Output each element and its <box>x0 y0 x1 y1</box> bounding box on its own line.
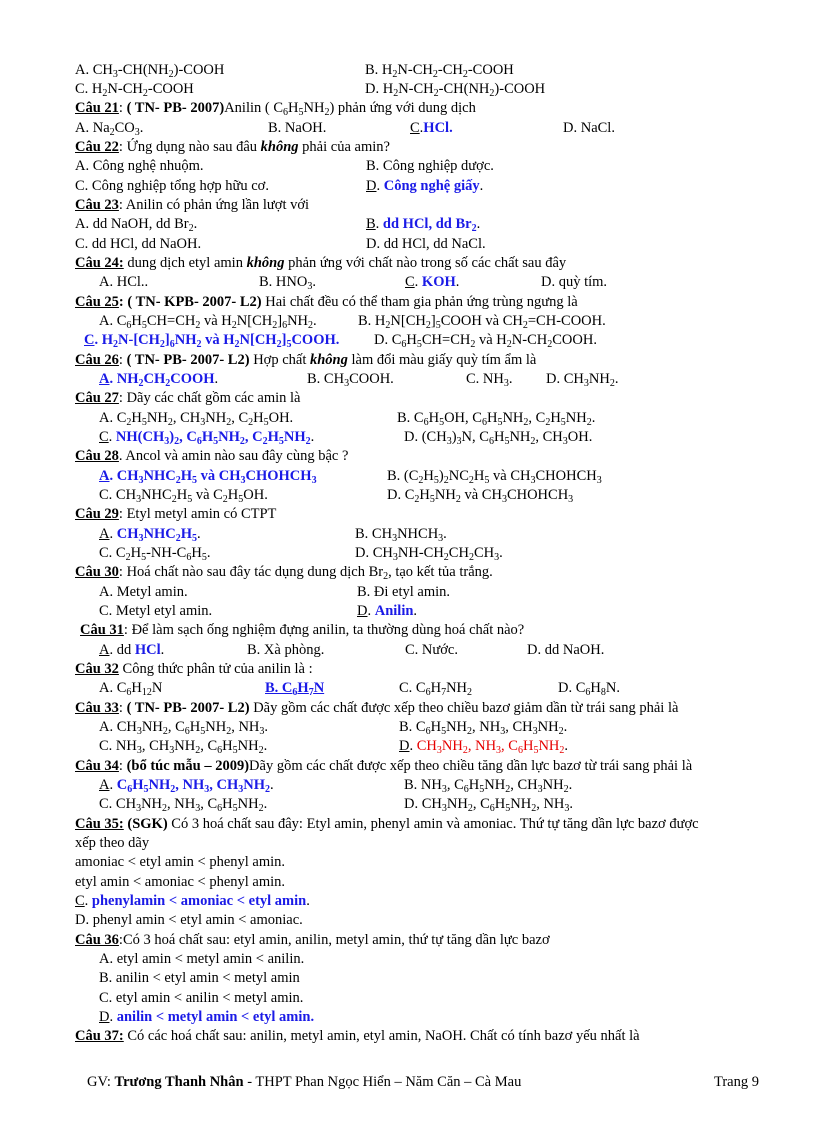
answer-option: C. $H_2N-CH_2$-COOH <box>75 81 194 99</box>
answer-option: D. $CH_3NH_2$, $NH_3$, $C_6H_5NH_2$. <box>399 738 569 756</box>
answer-option: C. Công nghiệp tổng hợp hữu cơ. <box>75 178 269 194</box>
line-text: C. etyl amin < anilin < metyl amin. <box>99 990 304 1006</box>
line-text: Câu 34: (bổ túc mẫu – 2009)Dãy gồm các chất được xếp theo chiều tăng dần lực bazơ từ trái sang phải là <box>75 758 693 774</box>
line-text: Câu 36:Có 3 hoá chất sau: etyl amin, anilin, metyl amin, thứ tự tăng dần lực bazơ <box>75 932 550 948</box>
answer-option: C. $CH_3NHC_2H_5$ và $C_2H_5OH$. <box>99 487 268 505</box>
answer-option: A. $C_6H_{12}N$ <box>99 680 163 698</box>
line-text: Câu 37: Có các hoá chất sau: anilin, metyl amin, etyl amin, NaOH. Chất có tính bazơ yếu nhất là <box>75 1028 640 1044</box>
answer-option: B. $H_2N[CH_2]_5COOH$ và $CH_2=CH$-COOH. <box>358 313 606 331</box>
answer-option: A. $CH_3NH_2$, $C_6H_5NH_2$, $NH_3$. <box>99 719 269 737</box>
answer-option: D. NaCl. <box>563 120 615 136</box>
answer-option: A. $CH_3NHC_2H_5$. <box>99 526 201 544</box>
answer-option: A. $C_6H_5CH=CH_2$ và $H_2N[CH_2]_6NH_2$. <box>99 313 317 331</box>
line-text: D. anilin < metyl amin < etyl amin. <box>99 1009 315 1025</box>
line-text: etyl amin < amoniac < phenyl amin. <box>75 874 286 890</box>
answer-option: B. $HNO_3$. <box>259 274 316 292</box>
line-text: Câu 22: Ứng dụng nào sau đâu không phải của amin? <box>75 139 390 155</box>
page-footer <box>87 1074 759 1090</box>
answer-option: B. $CH_3COOH$. <box>307 371 394 389</box>
answer-option: C. $C_6H_7NH_2$ <box>399 680 473 698</box>
line-text: xếp theo dãy <box>75 835 150 851</box>
answer-option: D. Công nghệ giấy. <box>366 178 484 194</box>
line-text: Câu 30: Hoá chất nào sau đây tác dụng dung dịch $Br_2$, tạo kết tủa trắng. <box>75 564 493 582</box>
answer-option: A. $C_6H_5NH_2$, $NH_3$, $CH_3NH_2$. <box>99 777 274 795</box>
footer-school: - THPT Phan Ngọc Hiển – Năm Căn – Cà Mau <box>243 1074 522 1090</box>
answer-option: C. KOH. <box>405 274 460 290</box>
answer-option: D. quỳ tím. <box>541 274 608 290</box>
answer-option: B. $C_6H_7N$ <box>265 680 325 698</box>
line-text: Câu 26: ( TN- PB- 2007- L2) Hợp chất không làm đổi màu giấy quỳ tím ẩm là <box>75 352 537 368</box>
answer-option: B. Công nghiệp dược. <box>366 158 494 174</box>
answer-option: A. dd NaOH, dd $Br_2$. <box>75 216 198 234</box>
line-text: Câu 35: (SGK) Có 3 hoá chất sau đây: Etyl amin, phenyl amin và amoniac. Thứ tự tăng dần lực bazơ được <box>75 816 699 832</box>
line-text: Câu 24: dung dịch etyl amin không phản ứng với chất nào trong số các chất sau đây <box>75 255 567 271</box>
line-text: Câu 21: ( TN- PB- 2007)Anilin ( $C_6H_5NH_2$) phản ứng với dung dịch <box>75 100 476 118</box>
line-text: B. anilin < etyl amin < metyl amin <box>99 970 300 986</box>
line-text: Câu 25: ( TN- KPB- 2007- L2) Hai chất đều có thể tham gia phản ứng trùng ngưng là <box>75 294 578 310</box>
answer-option: D. $CH_3NH_2$, $C_6H_5NH_2$, $NH_3$. <box>404 796 574 814</box>
line-text: amoniac < etyl amin < phenyl amin. <box>75 854 286 870</box>
line-text: Câu 32 Công thức phân tử của anilin là : <box>75 661 313 677</box>
answer-option: B. NaOH. <box>268 120 327 136</box>
answer-option: D. $H_2N-CH_2-CH(NH_2)$-COOH <box>365 81 546 99</box>
answer-option: C. Nước. <box>405 642 458 658</box>
answer-option: C. $C_2H_5-NH-C_6H_5$. <box>99 545 211 563</box>
answer-option: A. $Na_2CO_3$. <box>75 120 144 138</box>
answer-option: B. $(C_2H_5)_2NC_2H_5$ và $CH_3CHOHCH_3$ <box>387 468 602 486</box>
footer-gv-label: GV: <box>87 1074 115 1090</box>
answer-option: B. dd HCl, dd $Br_2$. <box>366 216 481 234</box>
footer-teacher-name: Trương Thanh Nhân <box>114 1074 244 1090</box>
answer-option: D. $(CH_3)_3N$, $C_6H_5NH_2$, $CH_3OH$. <box>404 429 593 447</box>
line-text: Câu 23: Anilin có phản ứng lần lượt với <box>75 197 310 213</box>
answer-option: D. dd HCl, dd NaCl. <box>366 236 486 252</box>
answer-option: A. HCl.. <box>99 274 149 290</box>
answer-option: D. $CH_3NH_2$. <box>546 371 619 389</box>
line-text: Câu 28. Ancol và amin nào sau đây cùng bậc ? <box>75 448 349 464</box>
line-text: A. etyl amin < metyl amin < anilin. <box>99 951 305 967</box>
answer-option: A. dd HCl. <box>99 642 165 658</box>
answer-option: A. $C_2H_5NH_2$, $CH_3NH_2$, $C_2H_5OH$. <box>99 410 294 428</box>
line-text: Câu 27: Dãy các chất gồm các amin là <box>75 390 301 406</box>
answer-option: C.HCl. <box>410 120 453 136</box>
answer-option: A. $CH_3NHC_2H_5$ và $CH_3CHOHCH_3$ <box>99 468 317 486</box>
answer-option: C. $NH_3$. <box>466 371 513 389</box>
answer-option: C. Metyl etyl amin. <box>99 603 213 619</box>
line-text: Câu 33: ( TN- PB- 2007- L2) Dãy gồm các chất được xếp theo chiều bazơ giảm dần từ trái sang phải là <box>75 700 679 716</box>
page-number: Trang 9 <box>714 1074 759 1090</box>
answer-option: D. $CH_3NH-CH_2CH_2CH_3$. <box>355 545 503 563</box>
answer-option: A. Công nghệ nhuộm. <box>75 158 204 174</box>
answer-option: B. Đi etyl amin. <box>357 584 451 600</box>
answer-option: B. Xà phòng. <box>247 642 325 658</box>
answer-option: A. $NH_2CH_2COOH$. <box>99 371 219 389</box>
answer-option: B. $C_6H_5NH_2$, $NH_3$, $CH_3NH_2$. <box>399 719 568 737</box>
line-text: D. phenyl amin < etyl amin < amoniac. <box>75 912 303 928</box>
answer-option: B. $C_6H_5OH$, $C_6H_5NH_2$, $C_2H_5NH_2$. <box>397 410 596 428</box>
answer-option: D. dd NaOH. <box>527 642 605 658</box>
answer-option: D. Anilin. <box>357 603 418 619</box>
answer-option: C. $CH_3NH_2$, $NH_3$, $C_6H_5NH_2$. <box>99 796 268 814</box>
answer-option: C. $H_2N-[CH_2]_6NH_2$ và $H_2N[CH_2]_5COOH$. <box>84 332 340 350</box>
line-text: C. phenylamin < amoniac < etyl amin. <box>75 893 310 909</box>
answer-option: B. $H_2N-CH_2-CH_2$-COOH <box>365 62 514 80</box>
answer-option: C. $NH(CH_3)_2$, $C_6H_5NH_2$, $C_2H_5NH_2$. <box>99 429 315 447</box>
answer-option: B. $CH_3NHCH_3$. <box>355 526 447 544</box>
answer-option: C. $NH_3$, $CH_3NH_2$, $C_6H_5NH_2$. <box>99 738 268 756</box>
answer-option: D. $C_6H_8N$. <box>558 680 620 698</box>
answer-option: A. Metyl amin. <box>99 584 188 600</box>
answer-option: B. $NH_3$, $C_6H_5NH_2$, $CH_3NH_2$. <box>404 777 573 795</box>
answer-option: A. $CH_3-CH(NH_2)$-COOH <box>75 62 225 80</box>
answer-option: D. $C_2H_5NH_2$ và $CH_3CHOHCH_3$ <box>387 487 574 505</box>
answer-option: D. $C_6H_5CH=CH_2$ và $H_2N-CH_2COOH$. <box>374 332 597 350</box>
line-text: Câu 29: Etyl metyl amin có CTPT <box>75 506 277 522</box>
line-text: Câu 31: Để làm sạch ống nghiệm đựng anilin, ta thường dùng hoá chất nào? <box>80 622 525 638</box>
answer-option: C. dd HCl, dd NaOH. <box>75 236 202 252</box>
